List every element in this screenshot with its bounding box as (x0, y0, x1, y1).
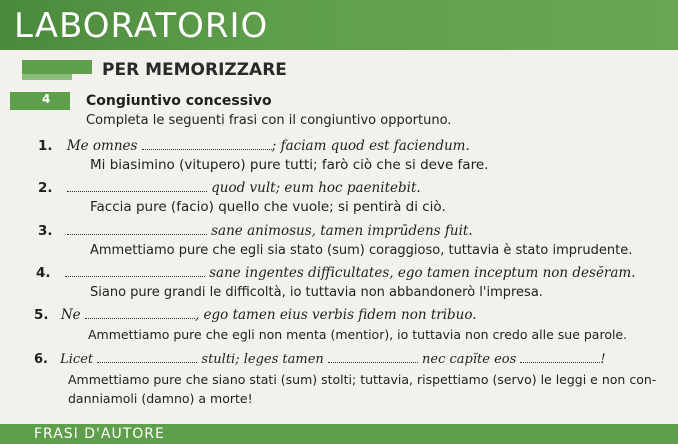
item-6-italian-cont: danniamoli (damno) a morte! (68, 391, 253, 406)
answer-blank[interactable] (67, 179, 207, 192)
item-4-italian: Siano pure grandi le difficoltà, io tuttavia non abbandonerò l'impresa. (90, 285, 543, 300)
item-number: 5. (34, 307, 49, 323)
item-number: 1. (38, 138, 53, 154)
item-number: 4. (36, 265, 51, 281)
answer-blank[interactable] (520, 350, 600, 363)
item-6-italian: Ammettiamo pure che siano stati (sum) stolti; tuttavia, rispettiamo (servo) le leggi e non con- (68, 372, 657, 387)
item-1-italian: Mi biasimino (vitupero) pure tutti; farò ciò che si deve fare. (90, 157, 489, 173)
latin-text: Ne (60, 307, 81, 323)
exercise-instruction: Completa le seguenti frasi con il congiuntivo opportuno. (86, 113, 452, 128)
answer-blank[interactable] (328, 350, 418, 363)
section-title: PER MEMORIZZARE (102, 60, 287, 80)
item-number: 6. (34, 352, 48, 367)
exercise-title: Congiuntivo concessivo (86, 93, 272, 109)
answer-blank[interactable] (67, 222, 207, 235)
answer-blank[interactable] (97, 350, 197, 363)
latin-text: quod vult; eum hoc paenitebit. (211, 180, 421, 196)
exercise-number-badge (10, 92, 70, 110)
latin-text: nec capĭte eos (422, 352, 517, 367)
item-number: 2. (38, 180, 53, 196)
item-3-italian: Ammettiamo pure che egli sia stato (sum) coraggioso, tuttavia è stato imprudente. (90, 243, 633, 258)
section-marker-accent (22, 74, 72, 80)
answer-blank[interactable] (142, 137, 272, 150)
item-3-latin (38, 222, 473, 239)
item-5-italian: Ammettiamo pure che egli non menta (mentior), io tuttavia non credo alle sue parole. (88, 327, 628, 342)
answer-blank[interactable] (65, 264, 205, 277)
footer-title: FRASI D'AUTORE (34, 426, 165, 442)
item-1-latin (38, 137, 470, 154)
page-title: LABORATORIO (14, 6, 269, 46)
section-marker (22, 60, 92, 74)
item-2-latin (38, 179, 421, 196)
answer-blank[interactable] (85, 306, 195, 319)
item-2-italian: Faccia pure (facio) quello che vuole; si pentirà di ciò. (90, 199, 446, 215)
item-6-latin (34, 350, 606, 367)
latin-text: , ego tamen eius verbis fidem non tribuo. (194, 307, 477, 323)
latin-text: stulti; leges tamen (201, 352, 324, 367)
item-4-latin (36, 264, 636, 281)
latin-text: sane ingentes difficultates, ego tamen inceptum non desĕram. (209, 265, 636, 281)
latin-text: sane animosus, tamen imprūdens fuit. (211, 223, 473, 239)
latin-text: Me omnes (66, 138, 138, 154)
item-number: 3. (38, 223, 53, 239)
latin-text: ! (600, 352, 606, 367)
latin-text: Licet (60, 352, 94, 367)
item-5-latin (34, 306, 477, 323)
exercise-number: 4 (42, 92, 51, 106)
latin-text: ; faciam quod est faciendum. (271, 138, 470, 154)
